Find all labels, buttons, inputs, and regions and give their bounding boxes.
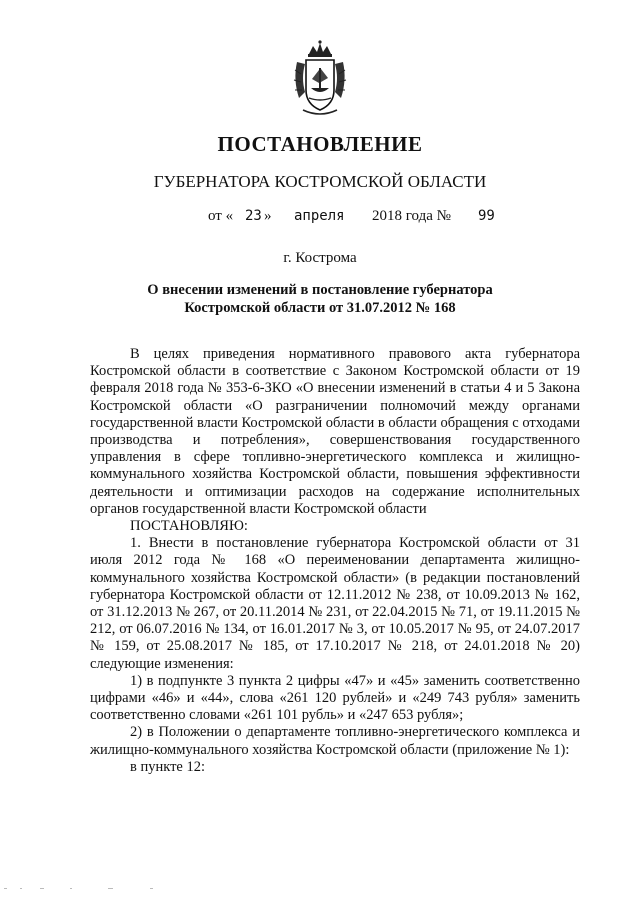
item-1-paragraph: 1. Внести в постановление губернатора Костромской области от 31 июля 2012 года № 168 «О переименовании департамента жилищно-коммунального хозяйства Костромской области» (в редакции постановлений губернатора Костромской области от 12.11.2012 № 238, от 10.09.2013 № 162, от 31.12.2013 № 267, от 20.11.2014 № 231, от 22.04.2015 № 71, от 19.11.2015 № 212, от 06.07.2016 № 134, от 16.01.2017 № 3, от 10.05.2017 № 95, от 24.07.2017 № 159, от 25.08.2017 № 185, от 17.10.2017 № 218, от 24.01.2018 № 20) следующие изменения: bbox=[90, 535, 580, 672]
document-heading bbox=[0, 281, 640, 317]
issuer-line: ГУБЕРНАТОРА КОСТРОМСКОЙ ОБЛАСТИ bbox=[153, 172, 487, 191]
date-month: апреля bbox=[294, 208, 345, 224]
coat-of-arms-icon bbox=[291, 40, 349, 118]
intro-paragraph: В целях приведения нормативного правового акта губернатора Костромской области в соответствие с Законом Костромской области от 19 февраля 2018 года № 353-6-ЗКО «О внесении изменений в статьи 4 и 5 Закона Костромской области «О разграничении полномочий между органами государственной власти Костромской области в области обращения с отходами производства и потребления», совершенствования государственного управления в сфере топливно-энергетического комплекса и жилищно-коммунального хозяйства Костромской области, повышения эффективности деятельности и оптимизации расходов на содержание исполнительных органов государственной власти Костромской области bbox=[90, 346, 580, 517]
document-number: 99 bbox=[478, 208, 495, 224]
point-12-line: в пункте 12: bbox=[130, 758, 206, 775]
date-close-quote: » bbox=[264, 208, 272, 224]
subitem-1-paragraph: 1) в подпункте 3 пункта 2 цифры «47» и «45» заменить соответственно цифрами «46» и «44», слова «261 120 рублей» и «249 743 рубля» заменить соответственно словами «261 101 рубль» и «247 653 рубля»; bbox=[90, 672, 580, 724]
decree-word: ПОСТАНОВЛЯЮ: bbox=[130, 518, 248, 535]
date-day: 23 bbox=[245, 208, 262, 224]
scan-noise-marks bbox=[0, 886, 640, 892]
date-prefix: от « bbox=[208, 208, 234, 224]
heading-line-1: О внесении изменений в постановление губернатора bbox=[147, 282, 493, 298]
city-line: г. Кострома bbox=[283, 250, 357, 266]
document-body bbox=[90, 346, 580, 776]
subitem-2-paragraph: 2) в Положении о департаменте топливно-энергетического комплекса и жилищно-коммунального хозяйства Костромской области (приложение № 1): bbox=[90, 724, 580, 758]
document-title: ПОСТАНОВЛЕНИЕ bbox=[217, 132, 423, 156]
heading-line-2: Костромской области от 31.07.2012 № 168 bbox=[184, 300, 456, 316]
date-year: 2018 года № bbox=[372, 208, 451, 224]
